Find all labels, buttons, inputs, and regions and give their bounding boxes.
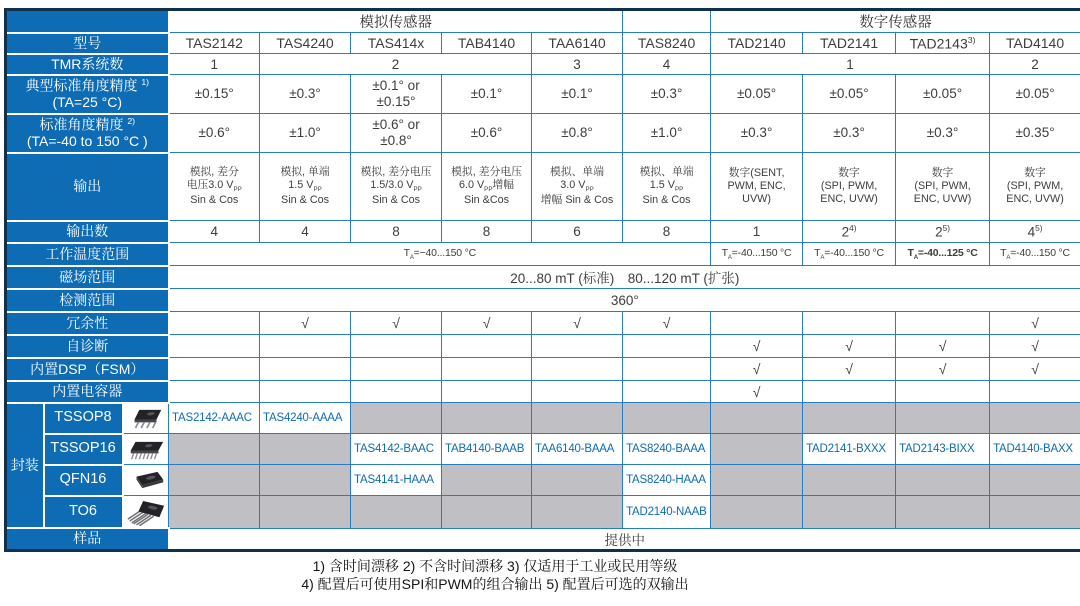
cell-pkg2-7: TAD2141-BXXX	[803, 434, 896, 465]
cell-acc-typ-0: ±0.15°	[169, 75, 260, 114]
package-label-tssop16: TSSOP16	[44, 434, 123, 465]
row-label-tmr: TMR系统数	[6, 54, 169, 75]
cell-selfdiag-4	[532, 335, 623, 358]
cell-dsp-0	[169, 358, 260, 381]
cell-tmr-4: 1	[711, 54, 990, 75]
table-row-sample	[6, 528, 1080, 550]
cell-output-7: 数字 (SPI, PWM, ENC, UVW)	[803, 153, 896, 221]
cell-dsp-6: √	[711, 358, 803, 381]
row-label-field: 磁场范围	[6, 266, 169, 289]
cell-cap-5	[623, 381, 711, 403]
cell-temp-1: $T_A=-40...150$ °C	[711, 243, 803, 266]
cell-selfdiag-6: √	[711, 335, 803, 358]
cell-outnum-3: 8	[442, 221, 532, 243]
table-row-tmr	[6, 54, 1080, 75]
table-row-acc-typ	[6, 75, 1080, 114]
cell-pkg1-6	[711, 403, 803, 434]
table-row-redund	[6, 312, 1080, 335]
package-label-qfn16: QFN16	[44, 465, 123, 496]
cell-pkg1-2	[351, 403, 442, 434]
cell-dsp-5	[623, 358, 711, 381]
cell-temp-0: $T_A=-40...150$ °C	[169, 243, 711, 266]
cell-sample-0: 提供中	[169, 528, 1080, 550]
table-row-pkg2	[6, 434, 1080, 465]
cell-acc-std-4: ±0.8°	[532, 114, 623, 153]
cell-pkg2-0	[169, 434, 260, 465]
footnote-line-1: 1) 含时间漂移 2) 不含时间漂移 3) 仅适用于工业或民用等级	[0, 557, 990, 575]
cell-acc-std-2: ±0.6° or ±0.8°	[351, 114, 442, 153]
cell-output-8: 数字 (SPI, PWM, ENC, UVW)	[896, 153, 990, 221]
cell-pkg3-3	[442, 465, 532, 496]
cell-pkg1-4	[532, 403, 623, 434]
cell-acc-typ-6: ±0.05°	[711, 75, 803, 114]
cell-output-4: 模拟、单端 3.0 $V_{PP}$ 增幅 Sin & Cos	[532, 153, 623, 221]
cell-pkg1-8	[896, 403, 990, 434]
cell-pkg1-1: TAS4240-AAAA	[260, 403, 351, 434]
cell-output-6: 数字(SENT, PWM, ENC, UVW)	[711, 153, 803, 221]
table-row-pkg1	[6, 403, 1080, 434]
table-row-pkg4	[6, 496, 1080, 529]
cell-group-0: 模拟传感器	[169, 10, 623, 33]
cell-acc-typ-4: ±0.1°	[532, 75, 623, 114]
cell-output-1: 模拟, 单端 1.5 $V_{PP}$ Sin & Cos	[260, 153, 351, 221]
cell-redund-8	[896, 312, 990, 335]
cell-temp-2: $T_A=-40...150$ °C	[803, 243, 896, 266]
cell-model-4: TAA6140	[532, 33, 623, 54]
cell-redund-3: √	[442, 312, 532, 335]
table-row-acc-std	[6, 114, 1080, 153]
cell-model-9: TAD4140	[990, 33, 1080, 54]
footnotes	[0, 557, 990, 594]
cell-pkg4-7	[803, 496, 896, 529]
cell-acc-typ-7: ±0.05°	[803, 75, 896, 114]
cell-pkg3-4	[532, 465, 623, 496]
cell-pkg4-5: TAD2140-NAAB	[623, 496, 711, 529]
cell-output-0: 模拟, 差分 电压3.0 $V_{PP}$ Sin & Cos	[169, 153, 260, 221]
cell-cap-2	[351, 381, 442, 403]
cell-acc-std-3: ±0.6°	[442, 114, 532, 153]
cell-pkg4-1	[260, 496, 351, 529]
cell-model-7: TAD2141	[803, 33, 896, 54]
cell-dsp-9: √	[990, 358, 1080, 381]
row-label-acc-std: 标准角度精度 $^{2)}$ (TA=-40 to 150 °C )	[6, 114, 169, 153]
cell-cap-1	[260, 381, 351, 403]
cell-pkg3-0	[169, 465, 260, 496]
cell-pkg4-2	[351, 496, 442, 529]
table-row-field	[6, 266, 1080, 289]
cell-pkg2-3: TAB4140-BAAB	[442, 434, 532, 465]
cell-redund-1: √	[260, 312, 351, 335]
cell-tmr-1: 2	[260, 54, 532, 75]
cell-cap-8	[896, 381, 990, 403]
package-label-tssop8: TSSOP8	[44, 403, 123, 434]
cell-dsp-7: √	[803, 358, 896, 381]
cell-model-0: TAS2142	[169, 33, 260, 54]
cell-outnum-5: 8	[623, 221, 711, 243]
cell-dsp-8: √	[896, 358, 990, 381]
row-label-group	[6, 10, 169, 33]
cell-acc-typ-1: ±0.3°	[260, 75, 351, 114]
cell-redund-0	[169, 312, 260, 335]
cell-pkg2-5: TAS8240-BAAA	[623, 434, 711, 465]
cell-acc-typ-9: ±0.05°	[990, 75, 1080, 114]
cell-acc-std-7: ±0.3°	[803, 114, 896, 153]
cell-acc-std-6: ±0.3°	[711, 114, 803, 153]
table-row-model	[6, 33, 1080, 54]
cell-selfdiag-9: √	[990, 335, 1080, 358]
tssop8-chip-icon	[123, 403, 169, 434]
cell-output-5: 模拟、单端 1.5 $V_{PP}$ Sin & Cos	[623, 153, 711, 221]
cell-pkg3-2: TAS4141-HAAA	[351, 465, 442, 496]
cell-model-5: TAS8240	[623, 33, 711, 54]
cell-pkg2-9: TAD4140-BAXX	[990, 434, 1080, 465]
cell-group-1	[623, 10, 711, 33]
cell-pkg2-1	[260, 434, 351, 465]
cell-dsp-4	[532, 358, 623, 381]
cell-pkg3-8	[896, 465, 990, 496]
row-label-sample: 样品	[6, 528, 169, 550]
table-row-temp	[6, 243, 1080, 266]
cell-pkg3-7	[803, 465, 896, 496]
cell-selfdiag-1	[260, 335, 351, 358]
cell-output-2: 模拟, 差分电压 1.5/3.0 $V_{PP}$ Sin & Cos	[351, 153, 442, 221]
cell-outnum-2: 8	[351, 221, 442, 243]
cell-pkg4-6	[711, 496, 803, 529]
row-label-redund: 冗余性	[6, 312, 169, 335]
cell-selfdiag-3	[442, 335, 532, 358]
cell-tmr-5: 2	[990, 54, 1080, 75]
row-label-acc-typ: 典型标准角度精度 $^{1)}$ (TA=25 °C)	[6, 75, 169, 114]
cell-model-8: TAD2143$^{3)}$	[896, 33, 990, 54]
cell-outnum-1: 4	[260, 221, 351, 243]
cell-pkg3-5: TAS8240-HAAA	[623, 465, 711, 496]
cell-selfdiag-0	[169, 335, 260, 358]
cell-temp-3: $T_A=-40...125$ °C	[896, 243, 990, 266]
cell-tmr-2: 3	[532, 54, 623, 75]
package-label-to6: TO6	[44, 496, 123, 529]
tssop16-chip-icon	[123, 434, 169, 465]
row-label-dsp: 内置DSP（FSM）	[6, 358, 169, 381]
cell-cap-4	[532, 381, 623, 403]
cell-pkg4-9	[990, 496, 1080, 529]
table-row-selfdiag	[6, 335, 1080, 358]
cell-pkg4-4	[532, 496, 623, 529]
cell-acc-typ-8: ±0.05°	[896, 75, 990, 114]
row-label-temp: 工作温度范围	[6, 243, 169, 266]
cell-acc-typ-5: ±0.3°	[623, 75, 711, 114]
cell-selfdiag-5	[623, 335, 711, 358]
sensor-comparison-table	[4, 8, 1080, 552]
cell-model-2: TAS414x	[351, 33, 442, 54]
table-row-cap	[6, 381, 1080, 403]
table-row-group	[6, 10, 1080, 33]
cell-cap-3	[442, 381, 532, 403]
cell-redund-4: √	[532, 312, 623, 335]
table-row-dsp	[6, 358, 1080, 381]
cell-redund-2: √	[351, 312, 442, 335]
row-label-cap: 内置电容器	[6, 381, 169, 403]
row-label-output: 输出	[6, 153, 169, 221]
cell-pkg3-6	[711, 465, 803, 496]
cell-dsp-3	[442, 358, 532, 381]
row-label-range: 检测范围	[6, 289, 169, 312]
to6-chip-icon	[123, 496, 169, 529]
cell-redund-5: √	[623, 312, 711, 335]
table-row-output	[6, 153, 1080, 221]
cell-outnum-0: 4	[169, 221, 260, 243]
cell-field-0: 20...80 mT (标准) 80...120 mT (扩张)	[169, 266, 1080, 289]
cell-pkg2-8: TAD2143-BIXX	[896, 434, 990, 465]
cell-outnum-4: 6	[532, 221, 623, 243]
cell-pkg4-3	[442, 496, 532, 529]
cell-dsp-1	[260, 358, 351, 381]
cell-acc-typ-3: ±0.1°	[442, 75, 532, 114]
cell-dsp-2	[351, 358, 442, 381]
cell-pkg2-6	[711, 434, 803, 465]
cell-redund-6	[711, 312, 803, 335]
cell-acc-typ-2: ±0.1° or ±0.15°	[351, 75, 442, 114]
cell-model-6: TAD2140	[711, 33, 803, 54]
row-label-selfdiag: 自诊断	[6, 335, 169, 358]
cell-cap-9	[990, 381, 1080, 403]
cell-temp-4: $T_A=-40...150$ °C	[990, 243, 1080, 266]
cell-acc-std-1: ±1.0°	[260, 114, 351, 153]
cell-cap-6: √	[711, 381, 803, 403]
cell-cap-0	[169, 381, 260, 403]
cell-group-2: 数字传感器	[711, 10, 1080, 33]
table-row-outnum	[6, 221, 1080, 243]
cell-pkg1-5	[623, 403, 711, 434]
cell-selfdiag-8: √	[896, 335, 990, 358]
footnote-line-2: 4) 配置后可使用SPI和PWM的组合输出 5) 配置后可选的双输出	[0, 575, 990, 593]
cell-pkg2-2: TAS4142-BAAC	[351, 434, 442, 465]
cell-outnum-7: 2$^{4)}$	[803, 221, 896, 243]
cell-redund-9: √	[990, 312, 1080, 335]
cell-model-3: TAB4140	[442, 33, 532, 54]
cell-pkg1-3	[442, 403, 532, 434]
cell-selfdiag-7: √	[803, 335, 896, 358]
cell-acc-std-8: ±0.3°	[896, 114, 990, 153]
cell-acc-std-5: ±1.0°	[623, 114, 711, 153]
cell-pkg4-0	[169, 496, 260, 529]
cell-pkg3-1	[260, 465, 351, 496]
cell-range-0: 360°	[169, 289, 1080, 312]
table-row-range	[6, 289, 1080, 312]
cell-outnum-6: 1	[711, 221, 803, 243]
row-label-model: 型号	[6, 33, 169, 54]
cell-selfdiag-2	[351, 335, 442, 358]
table-body	[6, 10, 1080, 551]
cell-pkg1-0: TAS2142-AAAC	[169, 403, 260, 434]
cell-output-9: 数字 (SPI, PWM, ENC, UVW)	[990, 153, 1080, 221]
cell-pkg4-8	[896, 496, 990, 529]
cell-cap-7	[803, 381, 896, 403]
cell-output-3: 模拟, 差分电压 6.0 $V_{PP}$增幅 Sin &Cos	[442, 153, 532, 221]
table-row-pkg3	[6, 465, 1080, 496]
page	[0, 8, 1080, 606]
cell-pkg3-9	[990, 465, 1080, 496]
cell-pkg1-7	[803, 403, 896, 434]
cell-pkg2-4: TAA6140-BAAA	[532, 434, 623, 465]
cell-acc-std-9: ±0.35°	[990, 114, 1080, 153]
cell-outnum-8: 2$^{5)}$	[896, 221, 990, 243]
cell-acc-std-0: ±0.6°	[169, 114, 260, 153]
row-label-outnum: 输出数	[6, 221, 169, 243]
cell-tmr-3: 4	[623, 54, 711, 75]
cell-tmr-0: 1	[169, 54, 260, 75]
cell-model-1: TAS4240	[260, 33, 351, 54]
qfn16-chip-icon	[123, 465, 169, 496]
cell-outnum-9: 4$^{5)}$	[990, 221, 1080, 243]
row-group-label-package: 封装	[6, 403, 44, 529]
cell-redund-7	[803, 312, 896, 335]
cell-pkg1-9	[990, 403, 1080, 434]
